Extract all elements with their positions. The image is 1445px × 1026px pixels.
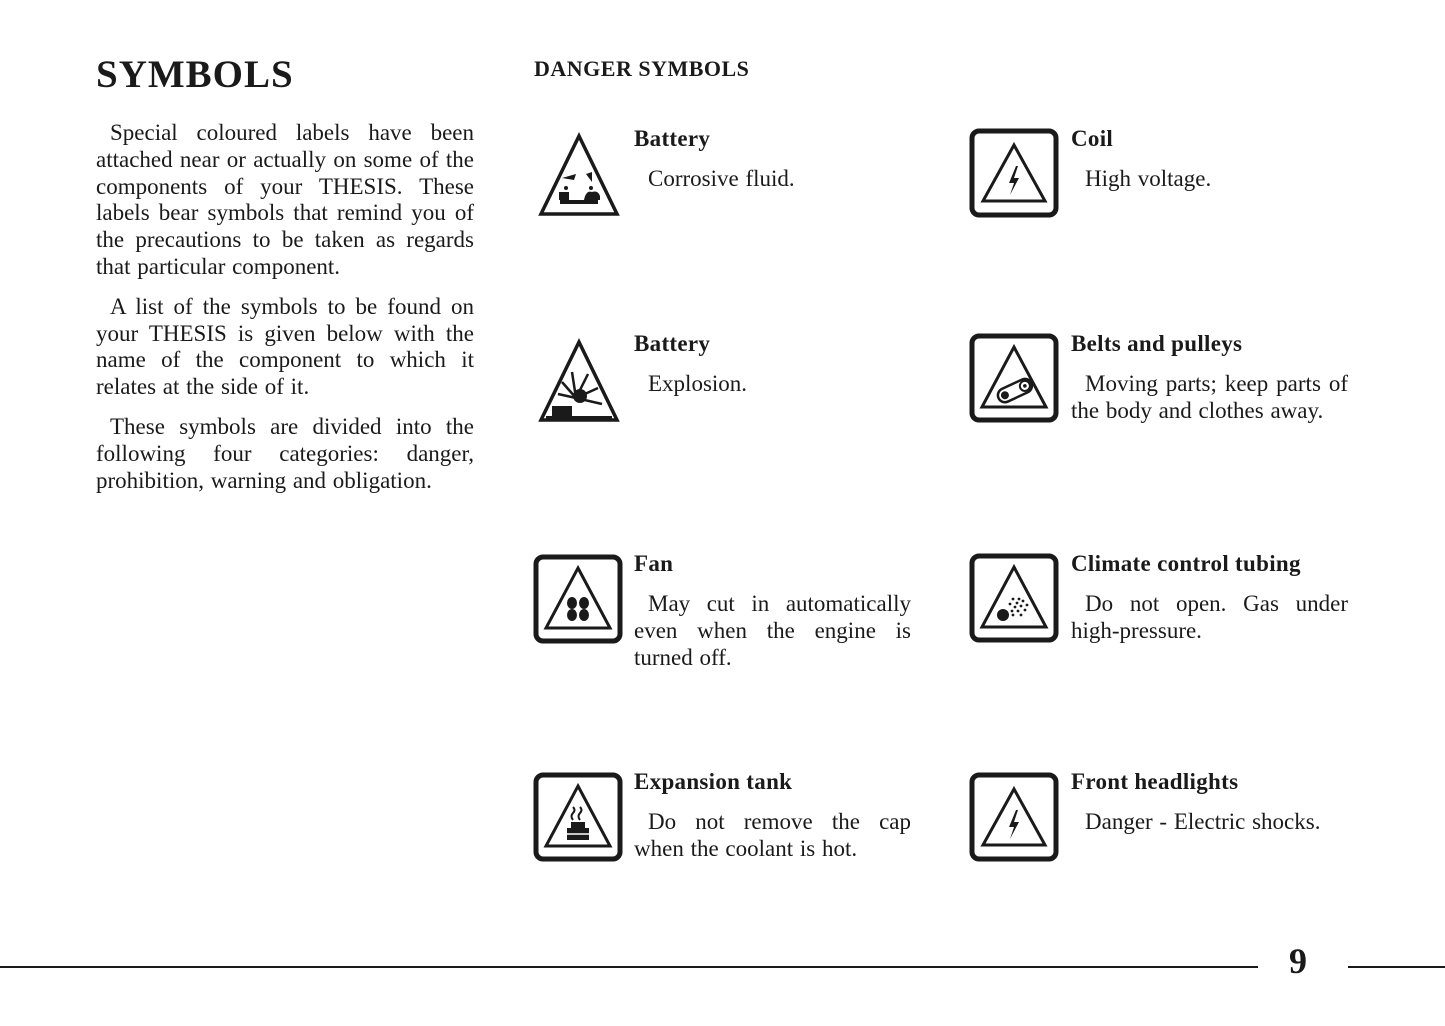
symbol-battery-explosion xyxy=(634,331,914,398)
belts-pulleys-icon xyxy=(969,333,1059,423)
intro-paragraph: Special coloured labels have been attached near or actually on some of the components of your THESIS. These labels bear symbols that remind you of the precautions to be taken as regards that particular component. xyxy=(96,120,474,279)
intro-paragraph: These symbols are divided into the following four categories: danger, prohibition, warning and obligation. xyxy=(96,413,474,493)
fan-icon xyxy=(533,554,623,644)
symbol-name: Battery xyxy=(634,331,711,356)
symbol-coil xyxy=(1071,126,1348,193)
symbol-description: May cut in automatically even when the engine is turned off. xyxy=(634,591,911,670)
symbol-climate-tubing xyxy=(1071,551,1348,645)
high-voltage-icon xyxy=(969,128,1059,218)
symbol-name: Fan xyxy=(634,551,674,576)
symbol-description: Danger - Electric shocks. xyxy=(1085,809,1321,834)
symbol-description: Do not open. Gas under high-pressure. xyxy=(1071,591,1348,643)
symbol-name: Climate control tubing xyxy=(1071,551,1301,576)
section-heading: DANGER SYMBOLS xyxy=(534,56,750,81)
symbol-battery-corrosive xyxy=(634,126,914,193)
symbol-description: Do not remove the cap when the coolant is hot. xyxy=(634,809,911,861)
symbol-name: Belts and pulleys xyxy=(1071,331,1243,356)
page-title: SYMBOLS xyxy=(96,53,294,96)
footer-rule-right xyxy=(1348,966,1445,968)
symbol-name: Front headlights xyxy=(1071,769,1239,794)
symbol-fan xyxy=(634,551,911,671)
symbol-name: Expansion tank xyxy=(634,769,793,794)
symbol-description: Explosion. xyxy=(648,371,748,396)
electric-shock-icon xyxy=(969,772,1059,862)
footer-rule-left xyxy=(0,966,1258,968)
symbol-belts-pulleys xyxy=(1071,331,1348,425)
hot-coolant-icon xyxy=(533,772,623,862)
corrosive-icon xyxy=(536,130,622,220)
intro-paragraph: A list of the symbols to be found on your THESIS is given below with the name of the component to which it relates at the side of it. xyxy=(96,293,474,400)
page-number: 9 xyxy=(1289,941,1307,981)
symbol-name: Battery xyxy=(634,126,711,151)
symbol-description: Moving parts; keep parts of the body and clothes away. xyxy=(1071,371,1348,423)
symbol-name: Coil xyxy=(1071,126,1114,151)
pressure-gas-icon xyxy=(969,553,1059,643)
explosion-icon xyxy=(536,336,622,426)
intro-text xyxy=(96,120,474,507)
symbol-description: High voltage. xyxy=(1085,166,1212,191)
symbol-front-headlights xyxy=(1071,769,1348,836)
symbol-description: Corrosive fluid. xyxy=(648,166,795,191)
symbol-expansion-tank xyxy=(634,769,911,863)
